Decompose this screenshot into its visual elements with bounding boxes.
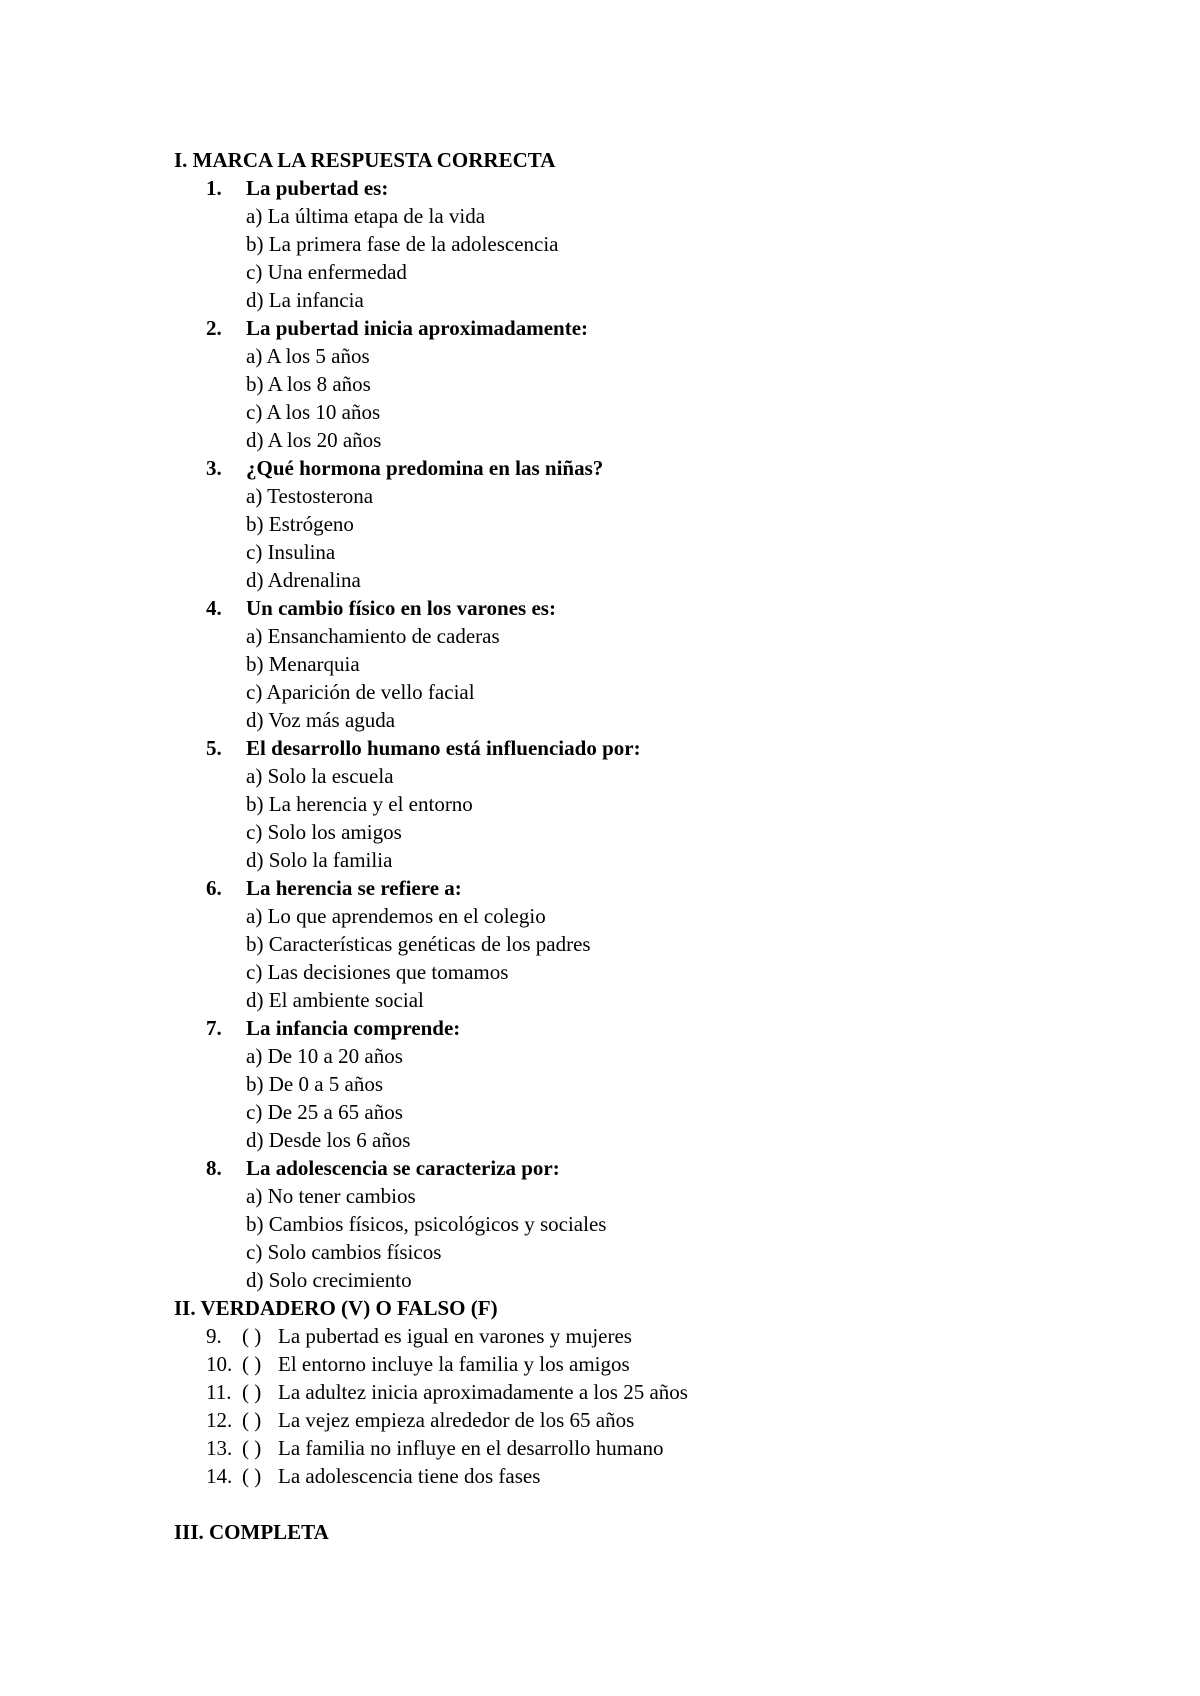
tf-answer-blank[interactable]: ( ) — [242, 1324, 262, 1348]
tf-item-13 — [174, 1434, 1134, 1462]
question-7 — [174, 1014, 1134, 1042]
section-1-title: I. MARCA LA RESPUESTA CORRECTA — [174, 148, 556, 172]
tf-number: 14. — [206, 1464, 233, 1488]
tf-statement: La familia no influye en el desarrollo humano — [278, 1436, 664, 1460]
option-8b[interactable]: b) Cambios físicos, psicológicos y sociales — [246, 1212, 607, 1236]
section-2-title: II. VERDADERO (V) O FALSO (F) — [174, 1296, 498, 1320]
question-number: 4. — [206, 596, 222, 620]
question-5 — [174, 734, 1134, 762]
tf-item-10 — [174, 1350, 1134, 1378]
question-text: El desarrollo humano está influenciado por: — [246, 736, 641, 760]
option-4b[interactable]: b) Menarquia — [246, 652, 360, 676]
option-6c[interactable]: c) Las decisiones que tomamos — [246, 960, 509, 984]
option-1b[interactable]: b) La primera fase de la adolescencia — [246, 232, 559, 256]
option-1a[interactable]: a) La última etapa de la vida — [246, 204, 486, 228]
section-3-title: III. COMPLETA — [174, 1520, 329, 1544]
option-6d[interactable]: d) El ambiente social — [246, 988, 424, 1012]
tf-item-12 — [174, 1406, 1134, 1434]
tf-answer-blank[interactable]: ( ) — [242, 1352, 262, 1376]
question-number: 8. — [206, 1156, 222, 1180]
question-3 — [174, 454, 1134, 482]
option-1c[interactable]: c) Una enfermedad — [246, 260, 407, 284]
question-text: ¿Qué hormona predomina en las niñas? — [246, 456, 604, 480]
option-2c[interactable]: c) A los 10 años — [246, 400, 381, 424]
option-4c[interactable]: c) Aparición de vello facial — [246, 680, 475, 704]
option-6a[interactable]: a) Lo que aprendemos en el colegio — [246, 904, 546, 928]
tf-number: 10. — [206, 1352, 233, 1376]
exam-page — [174, 146, 1134, 1546]
tf-statement: La vejez empieza alrededor de los 65 años — [278, 1408, 635, 1432]
option-4a[interactable]: a) Ensanchamiento de caderas — [246, 624, 500, 648]
tf-item-14 — [174, 1462, 1134, 1490]
tf-item-11 — [174, 1378, 1134, 1406]
option-8c[interactable]: c) Solo cambios físicos — [246, 1240, 442, 1264]
tf-statement: La adolescencia tiene dos fases — [278, 1464, 541, 1488]
option-3d[interactable]: d) Adrenalina — [246, 568, 361, 592]
option-3c[interactable]: c) Insulina — [246, 540, 336, 564]
option-5c[interactable]: c) Solo los amigos — [246, 820, 402, 844]
option-2b[interactable]: b) A los 8 años — [246, 372, 371, 396]
question-1 — [174, 174, 1134, 202]
tf-statement: La adultez inicia aproximadamente a los 25 años — [278, 1380, 688, 1404]
option-6b[interactable]: b) Características genéticas de los padres — [246, 932, 591, 956]
tf-answer-blank[interactable]: ( ) — [242, 1464, 262, 1488]
question-number: 1. — [206, 176, 222, 200]
question-number: 3. — [206, 456, 222, 480]
option-7b[interactable]: b) De 0 a 5 años — [246, 1072, 384, 1096]
question-text: La pubertad es: — [246, 176, 389, 200]
option-4d[interactable]: d) Voz más aguda — [246, 708, 396, 732]
question-text: La adolescencia se caracteriza por: — [246, 1156, 560, 1180]
option-3b[interactable]: b) Estrógeno — [246, 512, 354, 536]
tf-answer-blank[interactable]: ( ) — [242, 1436, 262, 1460]
option-2d[interactable]: d) A los 20 años — [246, 428, 382, 452]
tf-number: 12. — [206, 1408, 233, 1432]
tf-item-9 — [174, 1322, 1134, 1350]
option-7c[interactable]: c) De 25 a 65 años — [246, 1100, 403, 1124]
question-number: 2. — [206, 316, 222, 340]
option-7a[interactable]: a) De 10 a 20 años — [246, 1044, 403, 1068]
tf-answer-blank[interactable]: ( ) — [242, 1380, 262, 1404]
question-8 — [174, 1154, 1134, 1182]
tf-number: 13. — [206, 1436, 233, 1460]
question-4 — [174, 594, 1134, 622]
question-text: La herencia se refiere a: — [246, 876, 462, 900]
option-2a[interactable]: a) A los 5 años — [246, 344, 370, 368]
option-5a[interactable]: a) Solo la escuela — [246, 764, 394, 788]
option-8d[interactable]: d) Solo crecimiento — [246, 1268, 412, 1292]
question-text: La infancia comprende: — [246, 1016, 461, 1040]
tf-statement: El entorno incluye la familia y los amigos — [278, 1352, 630, 1376]
question-number: 5. — [206, 736, 222, 760]
option-8a[interactable]: a) No tener cambios — [246, 1184, 416, 1208]
option-5b[interactable]: b) La herencia y el entorno — [246, 792, 473, 816]
option-5d[interactable]: d) Solo la familia — [246, 848, 393, 872]
question-text: Un cambio físico en los varones es: — [246, 596, 556, 620]
question-number: 6. — [206, 876, 222, 900]
tf-answer-blank[interactable]: ( ) — [242, 1408, 262, 1432]
tf-number: 9. — [206, 1324, 222, 1348]
option-3a[interactable]: a) Testosterona — [246, 484, 374, 508]
tf-statement: La pubertad es igual en varones y mujeres — [278, 1324, 632, 1348]
option-7d[interactable]: d) Desde los 6 años — [246, 1128, 411, 1152]
question-2 — [174, 314, 1134, 342]
tf-number: 11. — [206, 1380, 232, 1404]
question-number: 7. — [206, 1016, 222, 1040]
question-6 — [174, 874, 1134, 902]
question-text: La pubertad inicia aproximadamente: — [246, 316, 589, 340]
option-1d[interactable]: d) La infancia — [246, 288, 364, 312]
